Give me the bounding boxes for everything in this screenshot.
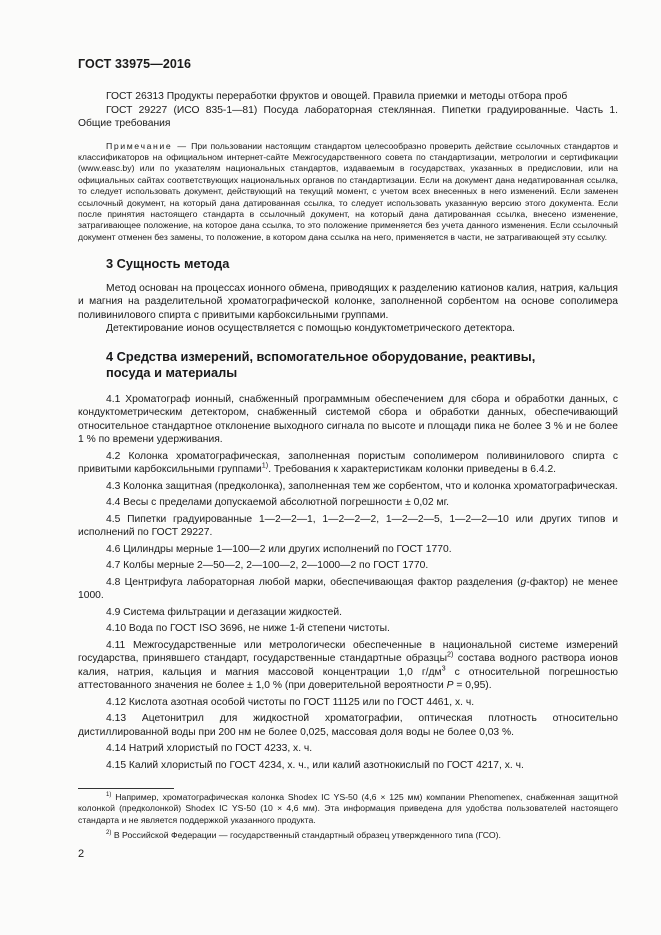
item-4-5: 4.5 Пипетки градуированные 1—2—2—1, 1—2—2—2, 1—2—2—5, 1—2—2—10 или других типов и исполнений по ГОСТ 29227. <box>78 513 618 539</box>
item-4-13: 4.13 Ацетонитрил для жидкостной хроматографии, оптическая плотность относительно дистиллированной воды при 200 нм не более 0,025, массовая доля воды не более 0,03 %. <box>78 713 618 738</box>
document-header: ГОСТ 33975—2016 <box>78 57 192 71</box>
item-4-4: 4.4 Весы с пределами допускаемой абсолютной погрешности ± 0,02 мг. <box>106 497 449 509</box>
item-4-9: 4.9 Система фильтрации и дегазации жидкостей. <box>106 606 343 618</box>
note-paragraph <box>78 141 618 244</box>
footnote-1: $^{1)}$ Например, хроматографическая колонка Shodex IC YS-50 (4,6 × 125 мм) компании Phenomenex, снабженная защитной колонкой (предколонкой) Shodex IC YS-50 (10 × 4,6 мм). Эта информация приведена для удобства пользователей настоящего стандарта и не является поддержкой указанного продукта. <box>78 791 618 825</box>
footnote-divider <box>78 788 174 789</box>
item-4-6: 4.6 Цилиндры мерные 1—100—2 или других исполнений по ГОСТ 1770. <box>106 543 452 555</box>
item-4-11: 4.11 Межгосударственные или метрологически обеспеченные в национальной системе измерений государства, принявшего стандарт, государственные стандартные образцы$^{2)}$ состава водного раствора ионов калия, натрия, кальция и магния массовой концентрации 1,0 $г/дм^3$ с относительной погрешностью аттестованного значения не более ± 1,0 % (при доверительной вероятности P = 0,95). <box>78 639 618 692</box>
note-label: Примечание — <box>106 140 188 151</box>
item-4-2: 4.2 Колонка хроматографическая, заполненная пористым сополимером поливинилового спирта с привитыми карбоксильными группами$^{1)}$. Требования к характеристикам колонки приведены в 6.4.2. <box>78 450 618 476</box>
item-4-8: 4.8 Центрифуга лабораторная любой марки, обеспечивающая фактор разделения (g-фактор) не менее 1000. <box>78 576 619 602</box>
item-4-3: 4.3 Колонка защитная (предколонка), заполненная тем же сорбентом, что и колонка хроматографическая. <box>106 480 618 492</box>
reference-gost-26313: ГОСТ 26313 Продукты переработки фруктов и овощей. Правила приемки и методы отбора проб <box>106 91 568 102</box>
footnote-mark: 2) <box>106 829 112 836</box>
item-4-12: 4.12 Кислота азотная особой чистоты по ГОСТ 11125 или по ГОСТ 4461, х. ч. <box>106 696 475 708</box>
footnote-ref-2[interactable]: 2) <box>446 649 454 659</box>
footnote-ref-1[interactable]: 1) <box>261 460 269 470</box>
item-4-1: 4.1 Хроматограф ионный, снабженный программным обеспечением для сбора и обработки данных, с кондуктометрическим детектором, снабженный системой сбора и обработки данных, обеспечивающий относительное стандартное отклонение выходного сигнала по высоте и площади пика не более 3 % и не более 1 % по времени удерживания. <box>78 393 618 446</box>
section-4-heading-line: 4 Средства измерений, вспомогательное оборудование, реактивы, <box>106 348 536 364</box>
footnotes <box>78 792 618 845</box>
section-3-paragraph: Метод основан на процессах ионного обмена, приводящих к разделению катионов калия, натрия, кальция и магния на разделительной хроматографической колонке, заполненной сорбентом на основе сополимера поливинилового спирта с привитыми карбоксильными группами. <box>78 282 618 321</box>
footnote-mark: 1) <box>106 791 112 799</box>
page-number: 2 <box>78 848 85 860</box>
item-4-7: 4.7 Колбы мерные 2—50—2, 2—100—2, 2—1000—2 по ГОСТ 1770. <box>106 560 429 572</box>
section-4-heading <box>78 349 618 382</box>
item-4-14: 4.14 Натрий хлористый по ГОСТ 4233, х. ч. <box>106 743 313 755</box>
section-4-heading-line: посуда и материалы <box>106 365 238 381</box>
footnote-2: $^{2)}$ В Российской Федерации — государственный стандартный образец утвержденного типа (ГСО). <box>106 829 501 840</box>
note-text: При пользовании настоящим стандартом целесообразно проверить действие ссылочных стандартов и классификаторов на официальном интернет-сайте Межгосударственного совета по стандартизации, метрологии и сертификации (www.easc.by) или по указателям национальных стандартов, издаваемым в государствах, указанных в предисловии, или на официальных сайтах соответствующих национальных органов по стандартизации. Если на документ дана недатированная ссылка, то следует использовать документ, действующий на текущий момент, с учетом всех внесенных в него изменений. Если заменен ссылочный документ, на который дана датированная ссылка, то следует использовать указанную версию этого документа. Если после принятия настоящего стандарта в ссылочный документ, на который дана датированная ссылка, внесено изменение, затрагивающее положение, на которое дана ссылка, то это положение применяется без учета данного изменения. Если ссылочный документ отменен без замены, то положение, в котором дана ссылка на него, применяется в части, не затрагивающей эту ссылку. <box>78 140 619 242</box>
item-4-10: 4.10 Вода по ГОСТ ISO 3696, не ниже 1-й степени чистоты. <box>106 623 390 635</box>
reference-gost-29227: ГОСТ 29227 (ИСО 835-1—81) Посуда лабораторная стеклянная. Пипетки градуированные. Часть 1. Общие требования <box>78 104 618 129</box>
page-body <box>78 90 618 772</box>
item-4-15: 4.15 Калий хлористый по ГОСТ 4234, х. ч., или калий азотнокислый по ГОСТ 4217, х. ч. <box>106 759 524 771</box>
section-3-paragraph: Детектирование ионов осуществляется с помощью кондуктометрического детектора. <box>106 323 515 335</box>
section-3-heading: 3 Сущность метода <box>106 256 230 272</box>
